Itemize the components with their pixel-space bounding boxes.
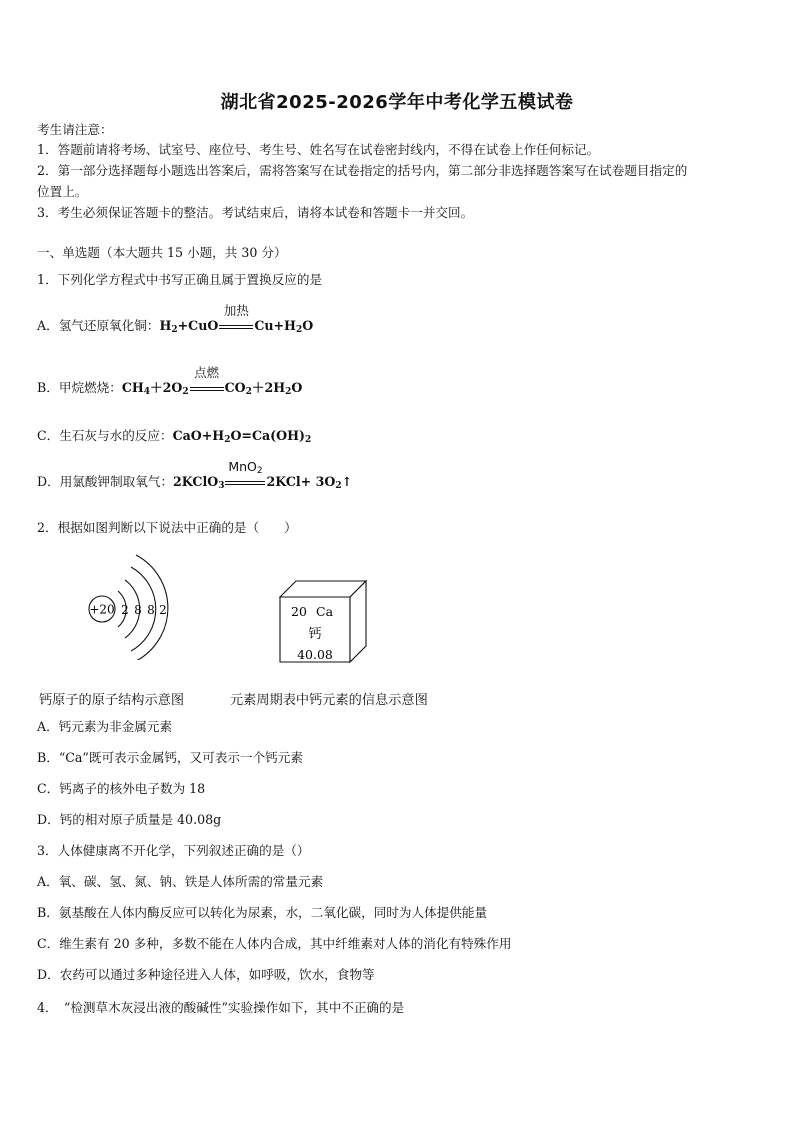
q1-b-condition: 点燃	[194, 364, 220, 380]
q1-a-reaction-arrow	[219, 302, 253, 335]
q3-option-c: C．维生素有 20 多种，多数不能在人体内合成，其中纤维素对人体的消化有特殊作用	[37, 936, 512, 951]
atom-structure-diagram	[80, 545, 190, 660]
q1-option-b	[37, 364, 303, 400]
periodic-cell-caption: 元素周期表中钙元素的信息示意图	[230, 693, 428, 708]
notice-heading: 考生请注意：	[37, 122, 113, 137]
element-name: 钙	[308, 627, 322, 642]
periodic-table-cell	[270, 575, 370, 667]
shell-electrons-2: 8	[134, 603, 142, 617]
q1-d-reaction-arrow	[225, 458, 265, 491]
q1-b-label: B．甲烷燃烧：	[37, 380, 122, 395]
q3-stem: 3．人体健康离不开化学，下列叙述正确的是（）	[37, 843, 310, 858]
q2-option-b: B．“Ca”既可表示金属钙，又可表示一个钙元素	[37, 750, 303, 765]
q1-a-products: $Cu+H_2O$	[254, 318, 314, 335]
q3-option-d: D．农药可以通过多种途径进入人体，如呼吸，饮水，食物等	[37, 967, 375, 982]
q1-c-label: C．生石灰与水的反应：	[37, 428, 173, 443]
q2-option-c: C．钙离子的核外电子数为 18	[37, 781, 206, 796]
q1-c-equation: $CaO+H_2O=Ca(OH)_2$	[172, 428, 312, 445]
q1-b-products: $CO_2+2H_2O$	[224, 380, 303, 397]
q1-a-reactants: $H_2+CuO$	[159, 318, 219, 335]
q1-d-condition: MnO$_2$	[228, 458, 263, 476]
q2-option-d: D．钙的相对原子质量是 40.08g	[37, 812, 222, 827]
element-symbol: Ca	[316, 604, 334, 619]
q1-stem: 1．下列化学方程式中书写正确且属于置换反应的是	[37, 272, 323, 287]
q3-option-b: B．氨基酸在人体内酶反应可以转化为尿素，水，二氧化碳，同时为人体提供能量	[37, 905, 488, 920]
page-title: 湖北省2025-2026学年中考化学五模试卷	[220, 92, 574, 113]
q1-option-d	[37, 458, 353, 494]
q3-option-a: A．氧、碳、氢、氮、钠、铁是人体所需的常量元素	[37, 874, 324, 889]
atom-diagram-caption: 钙原子的原子结构示意图	[39, 693, 185, 708]
q1-option-a	[37, 302, 314, 338]
q1-option-c	[37, 428, 311, 448]
nucleus-charge: +20	[89, 602, 115, 617]
notice-item-2: 2．第一部分选择题每小题选出答案后，需将答案写在试卷指定的括号内，第二部分非选择题答案写在试卷题目指定的	[37, 163, 688, 178]
q2-option-a: A．钙元素为非金属元素	[37, 719, 173, 734]
notice-item-3: 3．考生必须保证答题卡的整洁。考试结束后，请将本试卷和答题卡一并交回。	[37, 205, 474, 220]
section-heading: 一、单选题（本大题共 15 小题，共 30 分）	[37, 245, 287, 260]
q2-stem: 2．根据如图判断以下说法中正确的是（ ）	[37, 520, 297, 535]
q1-b-reaction-arrow	[190, 364, 224, 397]
shell-electrons-1: 2	[121, 603, 129, 617]
q1-d-products: $2KCl+ 3O_2↑$	[266, 474, 353, 491]
q1-a-label: A．氢气还原氧化铜：	[37, 318, 160, 333]
notice-item-2-cont: 位置上。	[37, 184, 88, 199]
shell-electrons-4: 2	[159, 603, 167, 617]
shell-electrons-3: 8	[147, 603, 155, 617]
q1-d-reactants: 2KClO$_3$	[173, 474, 225, 491]
notice-item-1: 1．答题前请将考场、试室号、座位号、考生号、姓名写在试卷密封线内，不得在试卷上作任何标记。	[37, 142, 600, 157]
atomic-mass: 40.08	[297, 647, 333, 662]
q1-b-reactants: $CH_4+2O_2$	[121, 380, 189, 397]
q1-d-label: D．用氯酸钾制取氧气：	[37, 474, 174, 489]
atomic-number: 20	[291, 604, 307, 619]
q1-a-condition: 加热	[223, 302, 249, 318]
q4-stem: 4． “检测草木灰浸出液的酸碱性”实验操作如下，其中不正确的是	[37, 1000, 405, 1015]
